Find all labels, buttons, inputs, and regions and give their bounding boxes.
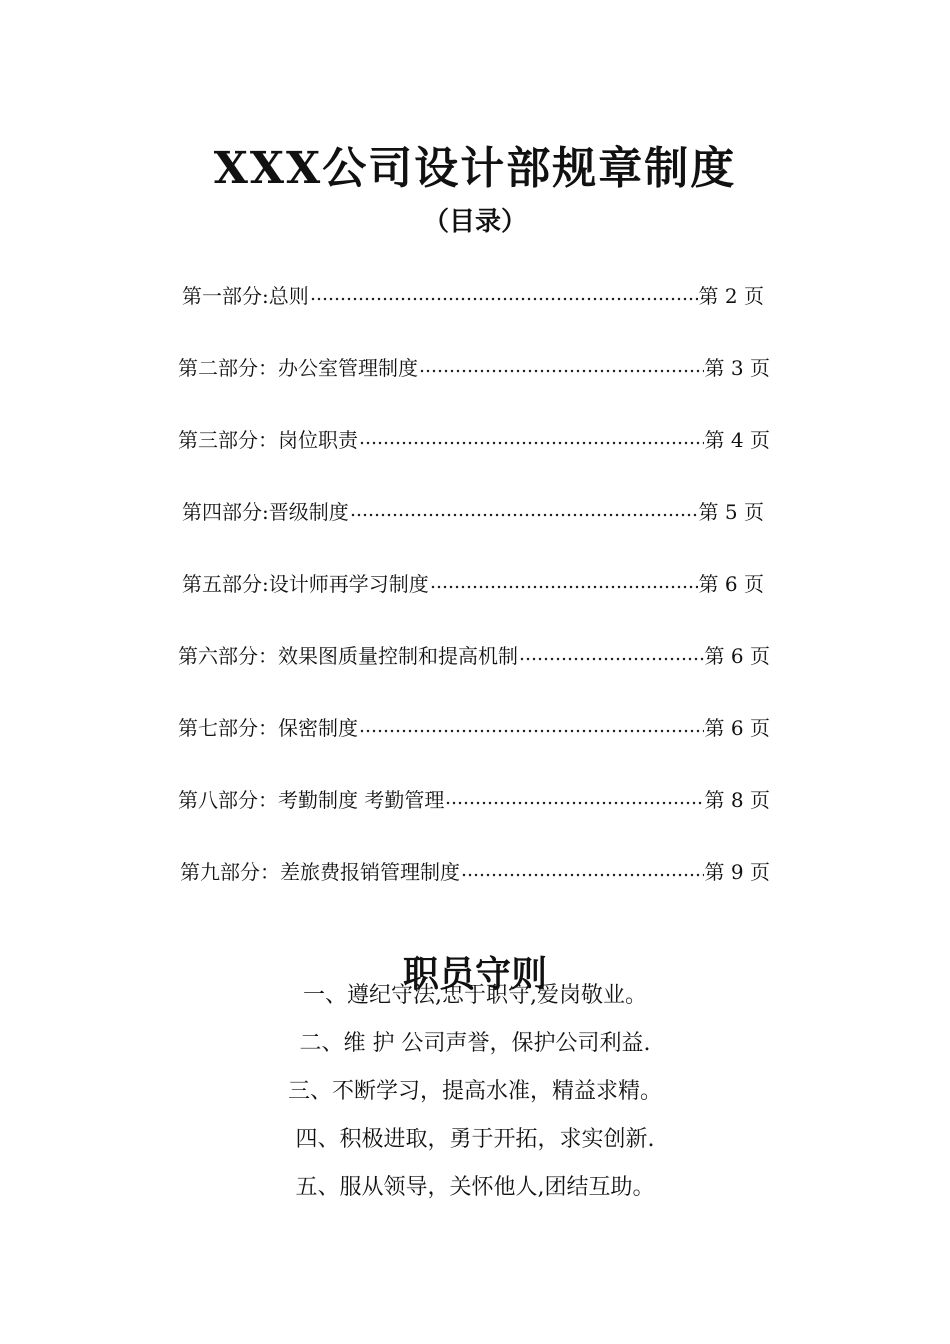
toc-leader-dots (430, 566, 698, 602)
toc-entry (178, 350, 770, 386)
staff-rule: 四、积极进取，勇于开拓，求实创新. (295, 1127, 655, 1152)
toc-leader-dots (350, 494, 698, 530)
toc-leader-dots (359, 710, 704, 746)
document-title: XXX公司设计部规章制度 (213, 143, 737, 195)
toc-entry-label: 第九部分：差旅费报销管理制度 (180, 860, 460, 884)
toc-entry-page: 第 3 页 (704, 356, 770, 380)
toc-leader-dots (359, 422, 704, 458)
toc-entry (178, 638, 770, 674)
toc-entry-page: 第 6 页 (704, 644, 770, 668)
toc-entry-label: 第三部分：岗位职责 (178, 428, 358, 452)
staff-rule: 三、不断学习，提高水准，精益求精。 (287, 1079, 662, 1104)
toc-entry-label: 第四部分:晋级制度 (182, 500, 349, 524)
toc-entry-page: 第 5 页 (698, 500, 764, 524)
toc-entry (178, 422, 770, 458)
toc-entry-label: 第一部分:总则 (182, 284, 309, 308)
toc-leader-dots (519, 638, 704, 674)
toc-entry-label: 第八部分：考勤制度 考勤管理 (178, 788, 445, 812)
toc-entry (182, 494, 764, 530)
toc-entry-page: 第 8 页 (704, 788, 770, 812)
toc-leader-dots (310, 278, 698, 314)
toc-entry-page: 第 9 页 (704, 860, 770, 884)
toc-leader-dots (461, 854, 704, 890)
toc-leader-dots (445, 782, 703, 818)
toc-entry (182, 566, 764, 602)
toc-entry (178, 782, 770, 818)
staff-rule: 一、遵纪守法,忠于职守,爱岗敬业。 (303, 983, 647, 1008)
toc-entry-page: 第 6 页 (704, 716, 770, 740)
toc-leader-dots (419, 350, 704, 386)
toc-entry-page: 第 2 页 (698, 284, 764, 308)
toc-entry (180, 854, 770, 890)
toc-entry-label: 第五部分:设计师再学习制度 (182, 572, 429, 596)
staff-rules-title: 职员守则 (402, 952, 547, 995)
toc-entry (178, 710, 770, 746)
toc-entry-page: 第 4 页 (704, 428, 770, 452)
toc-entry-label: 第六部分：效果图质量控制和提高机制 (178, 644, 518, 668)
staff-rule: 五、服从领导，关怀他人,团结互助。 (295, 1175, 655, 1200)
toc-entry-label: 第七部分：保密制度 (178, 716, 358, 740)
staff-rule: 二、维 护 公司声誉，保护公司利益. (299, 1031, 651, 1056)
toc-entry-page: 第 6 页 (698, 572, 764, 596)
toc-entry (182, 278, 764, 314)
toc-heading: （目录） (422, 207, 527, 237)
toc-entry-label: 第二部分：办公室管理制度 (178, 356, 418, 380)
